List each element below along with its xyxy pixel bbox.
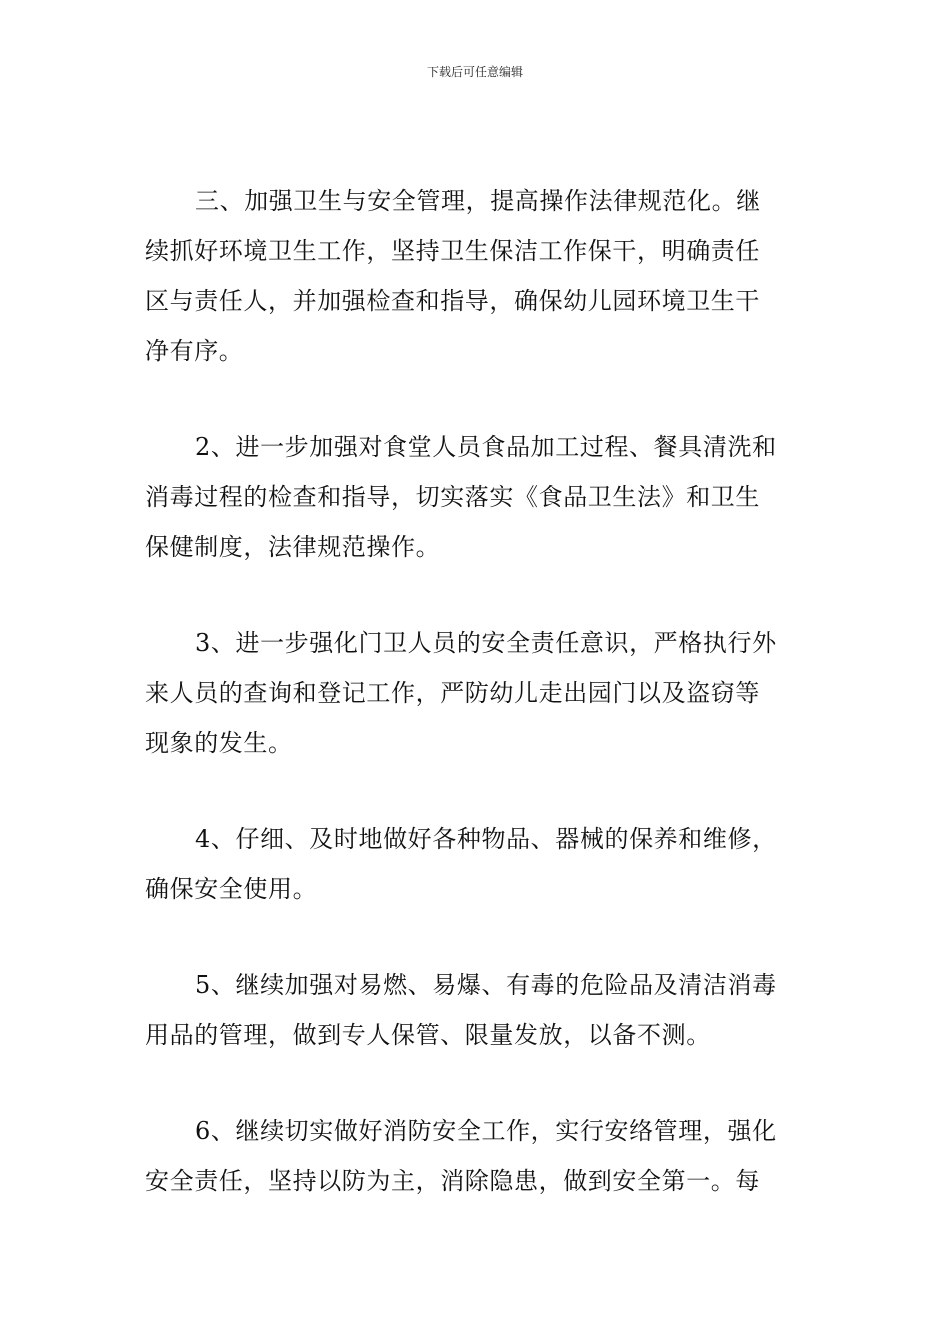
paragraph-line: 净有序。 [145,337,244,365]
paragraph-gatekeeper [145,618,807,768]
paragraph-line: 现象的发生。 [145,729,293,757]
paragraph-fire-safety [145,1106,807,1206]
paragraph-line: 三、加强卫生与安全管理，提高操作法律规范化。继 [195,187,761,215]
paragraph-canteen [145,422,807,572]
paragraph-maintenance [145,814,807,914]
paragraph-line: 区与责任人，并加强检查和指导，确保幼儿园环境卫生干 [145,287,760,315]
page-header: 下载后可任意编辑 [426,65,523,79]
document-body [145,176,807,1252]
paragraph-line: 2、进一步加强对食堂人员食品加工过程、餐具清洗和 [195,433,777,461]
paragraph-line: 确保安全使用。 [145,875,318,903]
paragraph-hygiene-safety [145,176,807,376]
paragraph-line: 消毒过程的检查和指导，切实落实《食品卫生法》和卫生 [145,483,760,511]
paragraph-line: 5、继续加强对易燃、易爆、有毒的危险品及清洁消毒 [195,971,777,999]
paragraph-line: 来人员的查询和登记工作，严防幼儿走出园门以及盗窃等 [145,679,760,707]
paragraph-line: 6、继续切实做好消防安全工作，实行安络管理，强化 [195,1117,777,1145]
paragraph-line: 安全责任，坚持以防为主，消除隐患，做到安全第一。每 [145,1167,760,1195]
paragraph-line: 3、进一步强化门卫人员的安全责任意识，严格执行外 [195,629,777,657]
paragraph-line: 续抓好环境卫生工作，坚持卫生保洁工作保干，明确责任 [145,237,760,265]
paragraph-line: 4、仔细、及时地做好各种物品、器械的保养和维修， [195,825,777,853]
paragraph-line: 保健制度，法律规范操作。 [145,533,441,561]
paragraph-hazardous-goods [145,960,807,1060]
paragraph-line: 用品的管理，做到专人保管、限量发放，以备不测。 [145,1021,711,1049]
